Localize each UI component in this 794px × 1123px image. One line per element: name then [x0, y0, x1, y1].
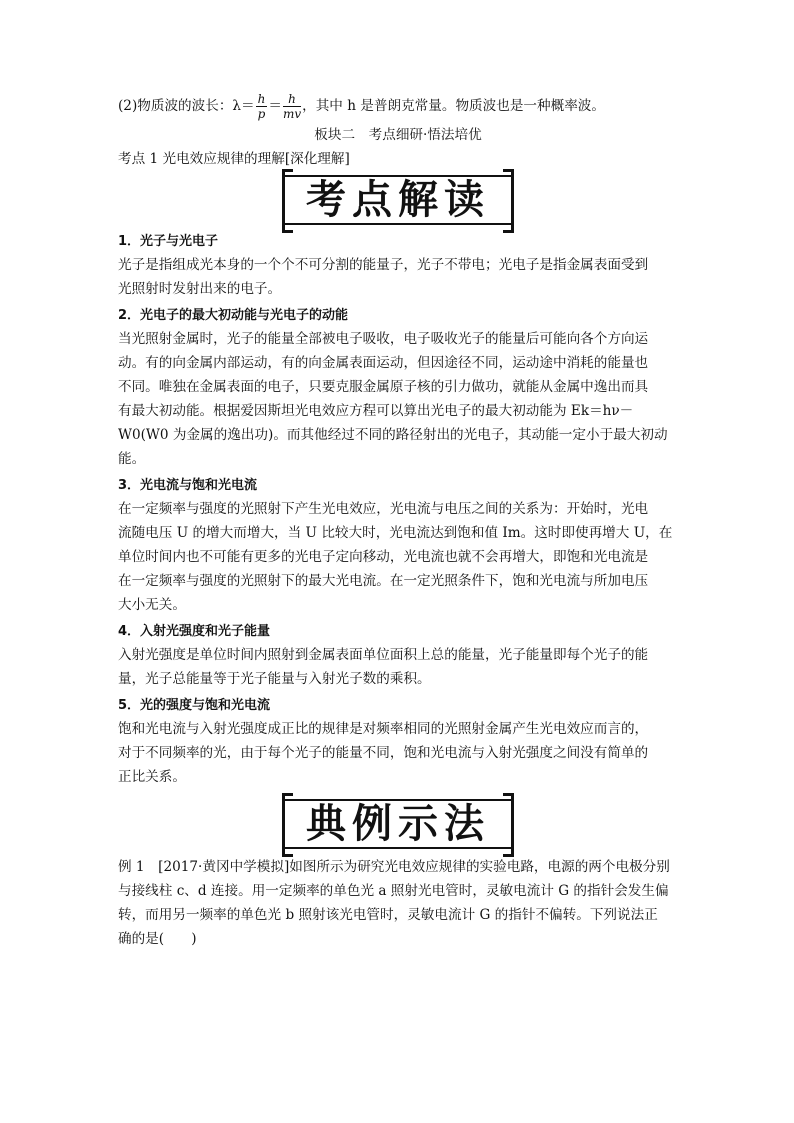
- formula-suffix: ，其中 h 是普朗克常量。物质波也是一种概率波。: [302, 98, 605, 114]
- banner-kaodian-jiedu: [118, 175, 678, 225]
- item-3: [118, 475, 678, 617]
- example-line: 与接线柱 c、d 连接。用一定频率的单色光 a 照射光电管时，灵敏电流计 G 的指针会发生偏: [118, 883, 669, 899]
- item-line: 量，光子总能量等于光子能量与入射光子数的乘积。: [118, 671, 431, 687]
- topic-title: 考点 1 光电效应规律的理解[深化理解]: [118, 151, 350, 167]
- item-heading: 4．入射光强度和光子能量: [118, 624, 271, 639]
- item-line: W0(W0 为金属的逸出功)。而其他经过不同的路径射出的光电子，其动能一定小于最大初动: [118, 427, 668, 443]
- item-line: 有最大初动能。根据爱因斯坦光电效应方程可以算出光电子的最大初动能为 Ek＝hν－: [118, 403, 634, 419]
- wavelength-formula-line: [118, 92, 678, 121]
- item-line: 能。: [118, 451, 146, 467]
- item-line: 动。有的向金属内部运动，有的向金属表面运动，但因途径不同，运动途中消耗的能量也: [118, 355, 649, 371]
- fraction-h-over-p: $\frac{h}{p}$: [257, 92, 266, 121]
- item-line: 饱和光电流与入射光强度成正比的规律是对频率相同的光照射金属产生光电效应而言的，: [118, 721, 649, 737]
- item-line: 对于不同频率的光，由于每个光子的能量不同，饱和光电流与入射光强度之间没有简单的: [118, 745, 649, 761]
- item-line: 入射光强度是单位时间内照射到金属表面单位面积上总的能量，光子能量即每个光子的能: [118, 647, 649, 663]
- item-heading: 5．光的强度与饱和光电流: [118, 698, 271, 713]
- item-line: 流随电压 U 的增大而增大，当 U 比较大时，光电流达到饱和值 Im。这时即使再增大 U，在: [118, 525, 673, 541]
- item-heading: 3．光电流与饱和光电流: [118, 478, 258, 493]
- example-line: 确的是( ): [118, 931, 197, 947]
- item-heading: 2．光电子的最大初动能与光电子的动能: [118, 308, 349, 323]
- fraction-h-over-mv: $\frac{h}{mv}$: [282, 92, 302, 121]
- item-1: [118, 231, 678, 301]
- item-line: 光照射时发射出来的电子。: [118, 281, 282, 297]
- item-2: [118, 305, 678, 471]
- document-page: [118, 92, 678, 951]
- item-line: 在一定频率与强度的光照射下的最大光电流。在一定光照条件下，饱和光电流与所加电压: [118, 573, 649, 589]
- example-line: 转，而用另一频率的单色光 b 照射该光电管时，灵敏电流计 G 的指针不偏转。下列说法正: [118, 907, 658, 923]
- example-line: 例 1 [2017·黄冈中学模拟]如图所示为研究光电效应规律的实验电路，电源的两个电极分别: [118, 859, 670, 875]
- item-line: 单位时间内也不可能有更多的光电子定向移动，光电流也就不会再增大，即饱和光电流是: [118, 549, 649, 565]
- banner-title: 考点解读: [284, 175, 512, 225]
- item-4: [118, 621, 678, 691]
- item-5: [118, 695, 678, 789]
- banner-dianli-shifa: [118, 799, 678, 849]
- section-title: 板块二 考点细研·悟法培优: [314, 127, 482, 143]
- formula-prefix: (2)物质波的波长：λ＝: [118, 98, 255, 114]
- example-1: [118, 855, 678, 951]
- item-line: 正比关系。: [118, 769, 186, 785]
- item-heading: 1．光子与光电子: [118, 234, 219, 249]
- banner-title: 典例示法: [284, 799, 512, 849]
- item-line: 大小无关。: [118, 597, 186, 613]
- item-line: 不同。唯独在金属表面的电子，只要克服金属原子核的引力做功，就能从金属中逸出而具: [118, 379, 649, 395]
- item-line: 在一定频率与强度的光照射下产生光电效应，光电流与电压之间的关系为：开始时，光电: [118, 501, 649, 517]
- item-line: 光子是指组成光本身的一个个不可分割的能量子，光子不带电；光电子是指金属表面受到: [118, 257, 649, 273]
- equals-sign: ＝: [268, 98, 282, 114]
- item-line: 当光照射金属时，光子的能量全部被电子吸收，电子吸收光子的能量后可能向各个方向运: [118, 331, 649, 347]
